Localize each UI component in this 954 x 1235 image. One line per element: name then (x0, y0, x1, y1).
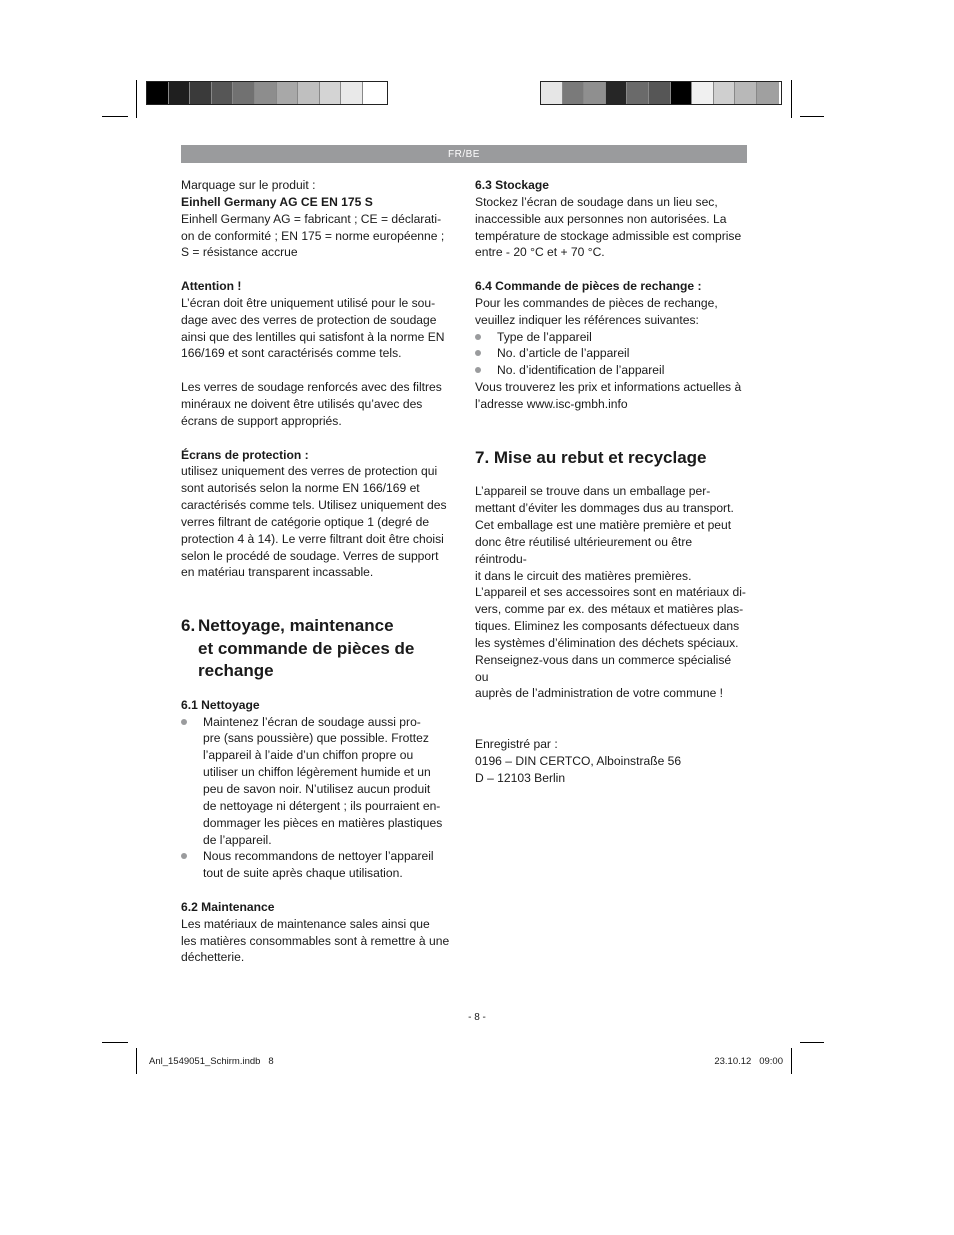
screens-line: protection 4 à 14). Le verre filtrant doit être choisi (181, 531, 444, 546)
color-swatch (649, 82, 671, 104)
marking-line: S = résistance accrue (181, 245, 298, 260)
left-column (181, 177, 453, 966)
color-swatch (255, 82, 277, 104)
disposal-line: vers, comme par ex. des métaux et matières plas- (475, 602, 744, 617)
screens-line: selon le procédé de soudage. Verres de support (181, 548, 439, 563)
bullet-icon (475, 367, 481, 373)
parts-outro-line: l’adresse www.isc-gmbh.info (475, 396, 628, 411)
subsection-6-2-title: 6.2 Maintenance (181, 899, 275, 914)
parts-intro-line: Pour les commandes de pièces de rechange, (475, 295, 718, 310)
screens-line: utilisez uniquement des verres de protection qui (181, 464, 438, 479)
color-swatch (320, 82, 342, 104)
parts-intro-line: veuillez indiquer les références suivantes: (475, 312, 699, 327)
crop-mark (800, 1042, 824, 1043)
file-name: Anl_1549051_Schirm.indb 8 (149, 1056, 274, 1067)
disposal-line: Renseignez-vous dans un commerce spécialisé ou (475, 652, 732, 684)
bullet-icon (181, 853, 187, 859)
disposal-line: L’appareil se trouve dans un emballage per- (475, 484, 711, 499)
color-swatch (147, 82, 169, 104)
screens-line: caractérisés comme tels. Utilisez uniquement des (181, 498, 447, 513)
parts-outro-line: Vous trouverez les prix et informations actuelles à (475, 380, 742, 395)
crop-mark (136, 80, 137, 118)
attention-line: ainsi que des lentilles qui satisfont à la norme EN (181, 329, 445, 344)
section-6-line: Nettoyage, maintenance (198, 616, 394, 636)
list-item: Type de l’appareil (475, 329, 747, 346)
disposal-line: donc être réutilisé ultérieurement ou être réintrodu- (475, 534, 693, 566)
disposal-line: les systèmes d’élimination des déchets spéciaux. (475, 635, 739, 650)
subsection-6-1-title: 6.1 Nettoyage (181, 697, 260, 712)
right-column (475, 177, 747, 787)
page-number: - 8 - (468, 1012, 486, 1023)
list-item: No. d’identification de l’appareil (475, 362, 747, 379)
section-6-number: 6. (181, 616, 196, 636)
section-6-heading (181, 615, 453, 683)
color-swatch (692, 82, 714, 104)
storage-line: inaccessible aux personnes non autorisées. La (475, 211, 727, 226)
color-swatch (363, 82, 385, 104)
crop-mark (102, 1042, 128, 1043)
attention-line: dage avec des verres de protection de soudage (181, 312, 437, 327)
section-7-heading: 7. Mise au rebut et recyclage (475, 447, 707, 467)
attention-line: L’écran doit être uniquement utilisé pour le sou- (181, 295, 436, 310)
disposal-line: it dans le circuit des matières premières. (475, 568, 692, 583)
color-swatch (584, 82, 606, 104)
marking-label: Marquage sur le produit : (181, 178, 316, 192)
parts-list (475, 329, 747, 380)
screens-line: sont autorisés selon la norme EN 166/169 et (181, 481, 420, 496)
crop-mark (800, 116, 824, 117)
color-swatch (563, 82, 585, 104)
section-6-line: rechange (198, 661, 274, 681)
color-calibration-bar-left (146, 81, 388, 105)
filters-line: Les verres de soudage renforcés avec des filtres (181, 380, 442, 395)
registered-line: D – 12103 Berlin (475, 770, 566, 785)
bullet-icon (475, 334, 481, 340)
filters-line: écrans de support appropriés. (181, 413, 342, 428)
filters-line: minéraux ne doivent être utilisés qu’avec des (181, 396, 423, 411)
disposal-line: tiques. Eliminez les composants défectueux dans (475, 619, 740, 634)
color-swatch (233, 82, 255, 104)
print-date: 23.10.12 09:00 (714, 1056, 783, 1067)
color-calibration-bar-right (540, 81, 782, 105)
maintenance-line: les matières consommables sont à remettre à une (181, 933, 450, 948)
color-swatch (735, 82, 757, 104)
color-swatch (169, 82, 191, 104)
attention-title: Attention ! (181, 279, 242, 294)
maintenance-line: déchetterie. (181, 950, 245, 965)
registered-line: Enregistré par : (475, 737, 558, 752)
disposal-line: L’appareil et ses accessoires sont en matériaux di- (475, 585, 746, 600)
disposal-line: auprès de l’administration de votre commune ! (475, 686, 724, 701)
marking-line: Einhell Germany AG = fabricant ; CE = déclarati- (181, 211, 442, 226)
disposal-line: mettant d’éviter les dommages dus au transport. (475, 501, 734, 516)
color-swatch (212, 82, 234, 104)
color-swatch (298, 82, 320, 104)
screens-line: en matériau transparent incassable. (181, 565, 374, 580)
crop-mark (791, 1048, 792, 1074)
section-6-line: et commande de pièces de (198, 638, 415, 658)
marking-line: on de conformité ; EN 175 = norme européenne ; (181, 228, 445, 243)
crop-mark (102, 116, 128, 117)
registered-line: 0196 – DIN CERTCO, Alboinstraße 56 (475, 754, 682, 769)
marking-bold: Einhell Germany AG CE EN 175 S (181, 194, 373, 209)
list-item: Nous recommandons de nettoyer l’appareil tout de suite après chaque utilisation. (181, 848, 453, 882)
screens-line: verres filtrant de catégorie optique 1 (degré de (181, 514, 430, 529)
color-swatch (757, 82, 779, 104)
subsection-6-4-title: 6.4 Commande de pièces de rechange : (475, 279, 702, 294)
storage-line: entre - 20 °C et + 70 °C. (475, 245, 605, 260)
list-item: Maintenez l’écran de soudage aussi pro- pre (sans poussière) que possible. Frottez l’appareil à l’aide d’un chiffon propre ou utiliser un chiffon légèrement humide et un peu de savon noir. N’utilisez aucun produit de nettoyage ni détergent ; ils pourraient en- dommager les pièces en matières plastiques de l’appareil. (181, 714, 453, 849)
color-swatch (277, 82, 299, 104)
disposal-line: Cet emballage est une matière première et peut (475, 518, 732, 532)
list-item: No. d’article de l’appareil (475, 345, 747, 362)
color-swatch (541, 82, 563, 104)
screens-title: Écrans de protection : (181, 447, 309, 462)
language-code: FR/BE (448, 148, 480, 160)
color-swatch (627, 82, 649, 104)
crop-mark (791, 80, 792, 118)
maintenance-line: Les matériaux de maintenance sales ainsi que (181, 916, 430, 931)
color-swatch (341, 82, 363, 104)
storage-line: température de stockage admissible est comprise (475, 228, 742, 243)
subsection-6-3-title: 6.3 Stockage (475, 178, 549, 192)
crop-mark (136, 1048, 137, 1074)
bullet-icon (181, 719, 187, 725)
storage-line: Stockez l’écran de soudage dans un lieu sec, (475, 194, 718, 209)
color-swatch (671, 82, 693, 104)
color-swatch (190, 82, 212, 104)
attention-line: 166/169 et sont caractérisés comme tels. (181, 346, 402, 361)
color-swatch (714, 82, 736, 104)
bullet-icon (475, 350, 481, 356)
color-swatch (606, 82, 628, 104)
language-header-bar (181, 145, 747, 163)
cleaning-list (181, 714, 453, 882)
